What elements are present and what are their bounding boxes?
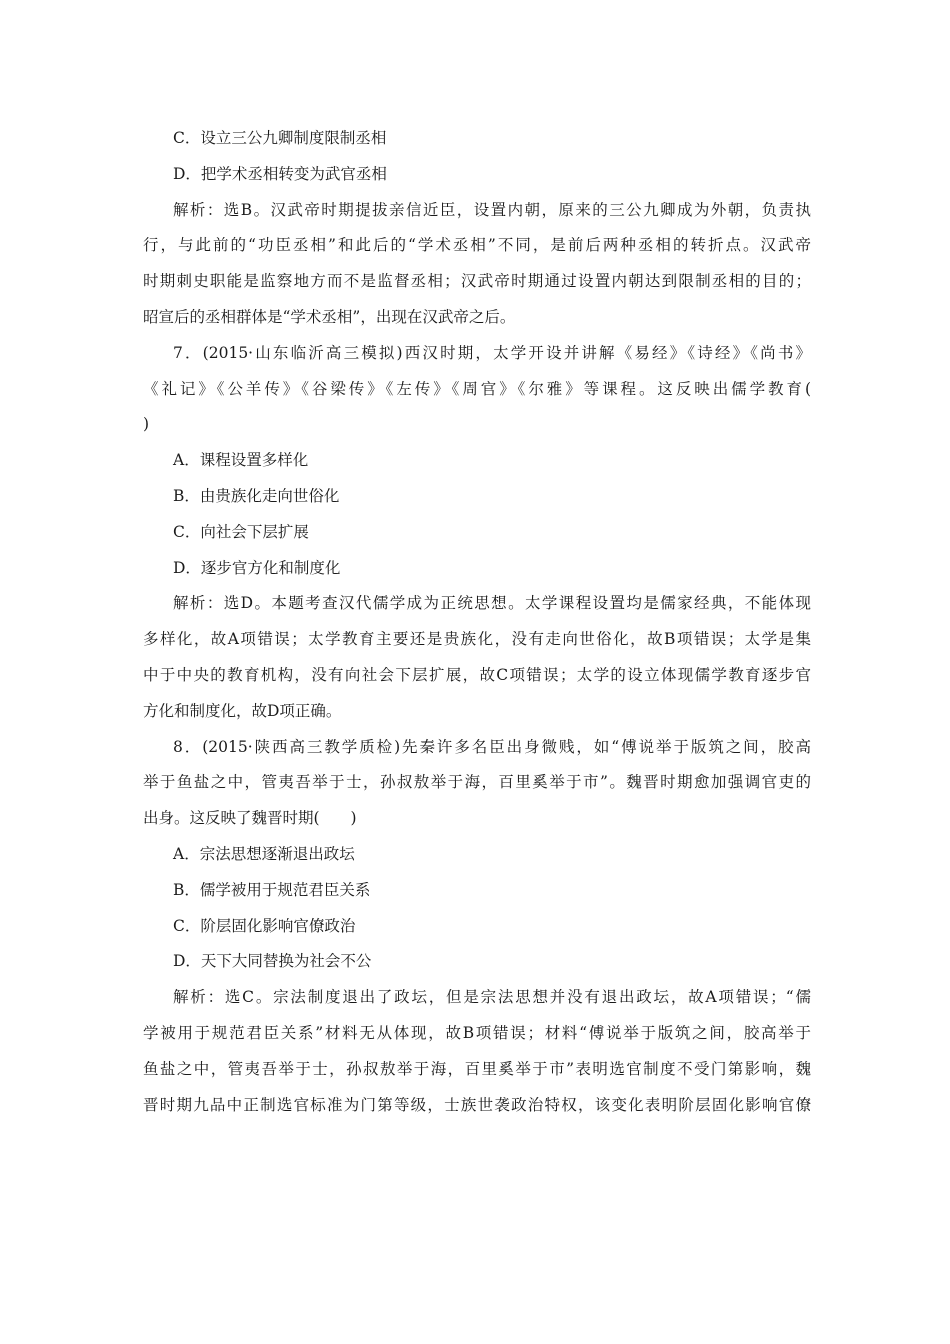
q8-analysis-line-4: 晋时期九品中正制选官标准为门第等级，士族世袭政治特权，该变化表明阶层固化影响官僚 xyxy=(143,1095,811,1114)
q8-stem-line-3: 出身。这反映了魏晋时期( ) xyxy=(143,809,357,828)
q8-stem-line-2: 举于鱼盐之中，管夷吾举于士，孙叔敖举于海，百里奚举于市”。魏晋时期愈加强调官吏的 xyxy=(143,773,811,792)
q8-option-c: C．阶层固化影响官僚政治 xyxy=(173,916,356,935)
q6-analysis-line-2: 行，与此前的“功臣丞相”和此后的“学术丞相”不同，是前后两种丞相的转折点。汉武帝 xyxy=(143,236,811,255)
q8-stem-line-1: 8．(2015·陕西高三教学质检)先秦许多名臣出身微贱，如“傅说举于版筑之间，胶高 xyxy=(173,737,811,756)
q6-option-d: D．把学术丞相转变为武官丞相 xyxy=(173,164,387,183)
q6-analysis-line-4: 昭宣后的丞相群体是“学术丞相”，出现在汉武帝之后。 xyxy=(143,307,516,326)
q7-analysis-line-4: 方化和制度化，故D项正确。 xyxy=(143,701,342,720)
q8-analysis-line-1: 解析：选C。宗法制度退出了政坛，但是宗法思想并没有退出政坛，故A项错误；“儒 xyxy=(173,988,811,1007)
q7-analysis-line-2: 多样化，故A项错误；太学教育主要还是贵族化，没有走向世俗化，故B项错误；太学是集 xyxy=(143,630,811,649)
q8-option-b: B．儒学被用于规范君臣关系 xyxy=(173,880,371,899)
q6-analysis-line-3: 时期刺史职能是监察地方而不是监督丞相；汉武帝时期通过设置内朝达到限制丞相的目的； xyxy=(143,272,811,291)
q7-stem-line-3: ) xyxy=(143,415,150,434)
q7-analysis-line-3: 中于中央的教育机构，没有向社会下层扩展，故C项错误；太学的设立体现儒学教育逐步官 xyxy=(143,665,811,684)
q6-analysis-line-1: 解析：选B。汉武帝时期提拔亲信近臣，设置内朝，原来的三公九卿成为外朝，负责执 xyxy=(173,200,811,219)
q8-option-a: A．宗法思想逐渐退出政坛 xyxy=(173,844,355,863)
q8-analysis-line-2: 学被用于规范君臣关系”材料无从体现，故B项错误；材料“傅说举于版筑之间，胶高举于 xyxy=(143,1023,811,1042)
q7-analysis-line-1: 解析：选D。本题考查汉代儒学成为正统思想。太学课程设置均是儒家经典，不能体现 xyxy=(173,594,811,613)
q7-option-d: D．逐步官方化和制度化 xyxy=(173,558,341,577)
q7-stem-line-1: 7．(2015·山东临沂高三模拟)西汉时期，太学开设并讲解《易经》《诗经》《尚书》 xyxy=(173,343,811,362)
q6-option-c: C．设立三公九卿制度限制丞相 xyxy=(173,129,387,147)
q7-stem-line-2: 《礼记》《公羊传》《谷梁传》《左传》《周官》《尔雅》等课程。这反映出儒学教育( xyxy=(143,379,811,398)
q8-analysis-line-3: 鱼盐之中，管夷吾举于士，孙叔敖举于海，百里奚举于市”表明选官制度不受门第影响，魏 xyxy=(143,1059,811,1078)
q7-option-a: A．课程设置多样化 xyxy=(173,451,309,470)
q7-option-c: C．向社会下层扩展 xyxy=(173,522,309,541)
page-content xyxy=(143,121,811,1123)
q7-option-b: B．由贵族化走向世俗化 xyxy=(173,486,340,505)
q8-option-d: D．天下大同替换为社会不公 xyxy=(173,952,372,971)
